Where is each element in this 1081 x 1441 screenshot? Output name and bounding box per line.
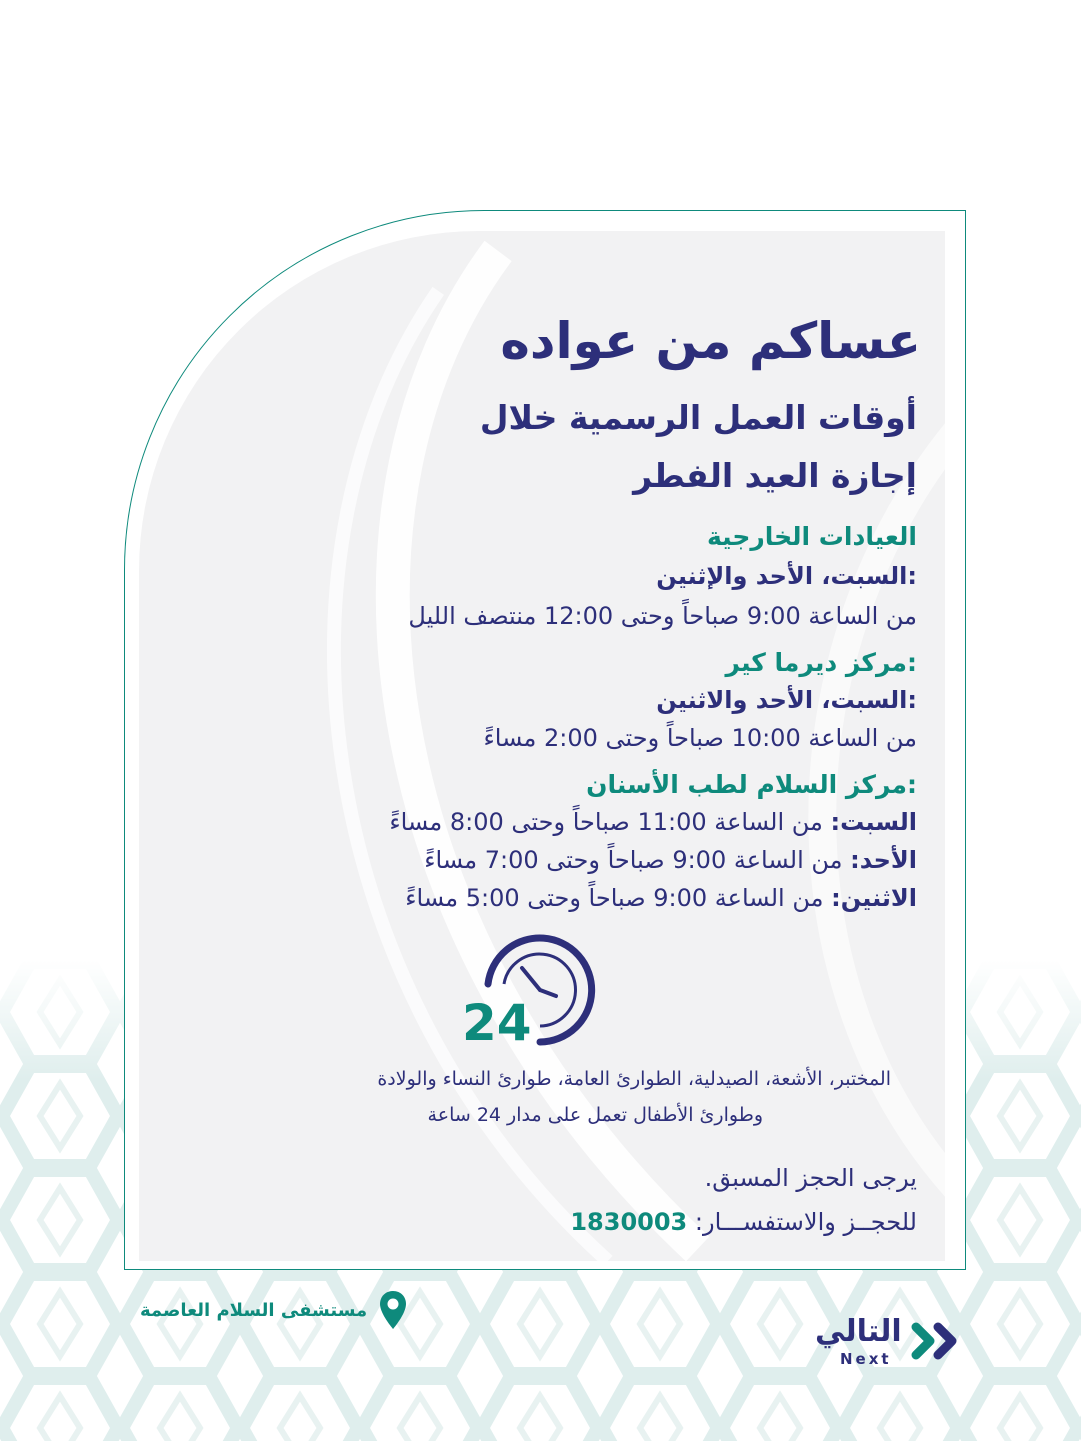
page-title: عساكم من عواده — [500, 312, 921, 370]
subtitle-line-1: أوقات العمل الرسمية خلال — [479, 398, 917, 437]
next-button[interactable] — [812, 1314, 972, 1374]
next-label-en: Next — [840, 1350, 892, 1368]
booking-note: يرجى الحجز المسبق. — [704, 1164, 917, 1192]
outpatient-hours: من الساعة 9:00 صباحاً وحتى 12:00 منتصف الليل — [408, 602, 917, 630]
booking-contact — [570, 1208, 917, 1236]
outpatient-heading: العيادات الخارجية — [706, 522, 917, 551]
services-note-line-2: وطوارئ الأطفال تعمل على مدار 24 ساعة — [427, 1104, 763, 1126]
services-note-line-1: المختبر، الأشعة، الصيدلية، الطوارئ العامة، طوارئ النساء والولادة — [377, 1068, 891, 1090]
next-label-ar: التالي — [815, 1314, 902, 1349]
dental-monday — [405, 884, 917, 912]
dental-monday-hours: من الساعة 9:00 صباحاً وحتى 5:00 مساءً — [405, 884, 824, 912]
derma-heading: مركز ديرما كير: — [725, 648, 917, 677]
derma-hours: من الساعة 10:00 صباحاً وحتى 2:00 مساءً — [483, 724, 917, 752]
double-chevron-right-icon — [910, 1322, 970, 1360]
subtitle-line-2: إجازة العيد الفطر — [633, 456, 917, 495]
dental-sunday-label: الأحد: — [850, 846, 917, 874]
outpatient-days: السبت، الأحد والإثنين: — [656, 562, 917, 590]
dental-saturday — [389, 808, 917, 836]
dental-sunday-hours: من الساعة 9:00 صباحاً وحتى 7:00 مساءً — [424, 846, 843, 874]
booking-phone-number[interactable]: 1830003 — [570, 1208, 688, 1236]
dental-monday-label: الاثنين: — [831, 884, 917, 912]
location-footer[interactable] — [140, 1290, 407, 1330]
location-name: مستشفى السلام العاصمة — [140, 1299, 368, 1321]
dental-sunday — [424, 846, 917, 874]
hours-24-badge: 24 — [462, 994, 532, 1052]
dental-heading: مركز السلام لطب الأسنان: — [586, 770, 917, 799]
location-pin-icon — [379, 1290, 407, 1330]
booking-contact-label: للحجــز والاستفســـار: — [694, 1208, 917, 1236]
derma-days: السبت، الأحد والاثنين: — [656, 686, 917, 714]
dental-saturday-hours: من الساعة 11:00 صباحاً وحتى 8:00 مساءً — [389, 808, 823, 836]
dental-saturday-label: السبت: — [830, 808, 917, 836]
